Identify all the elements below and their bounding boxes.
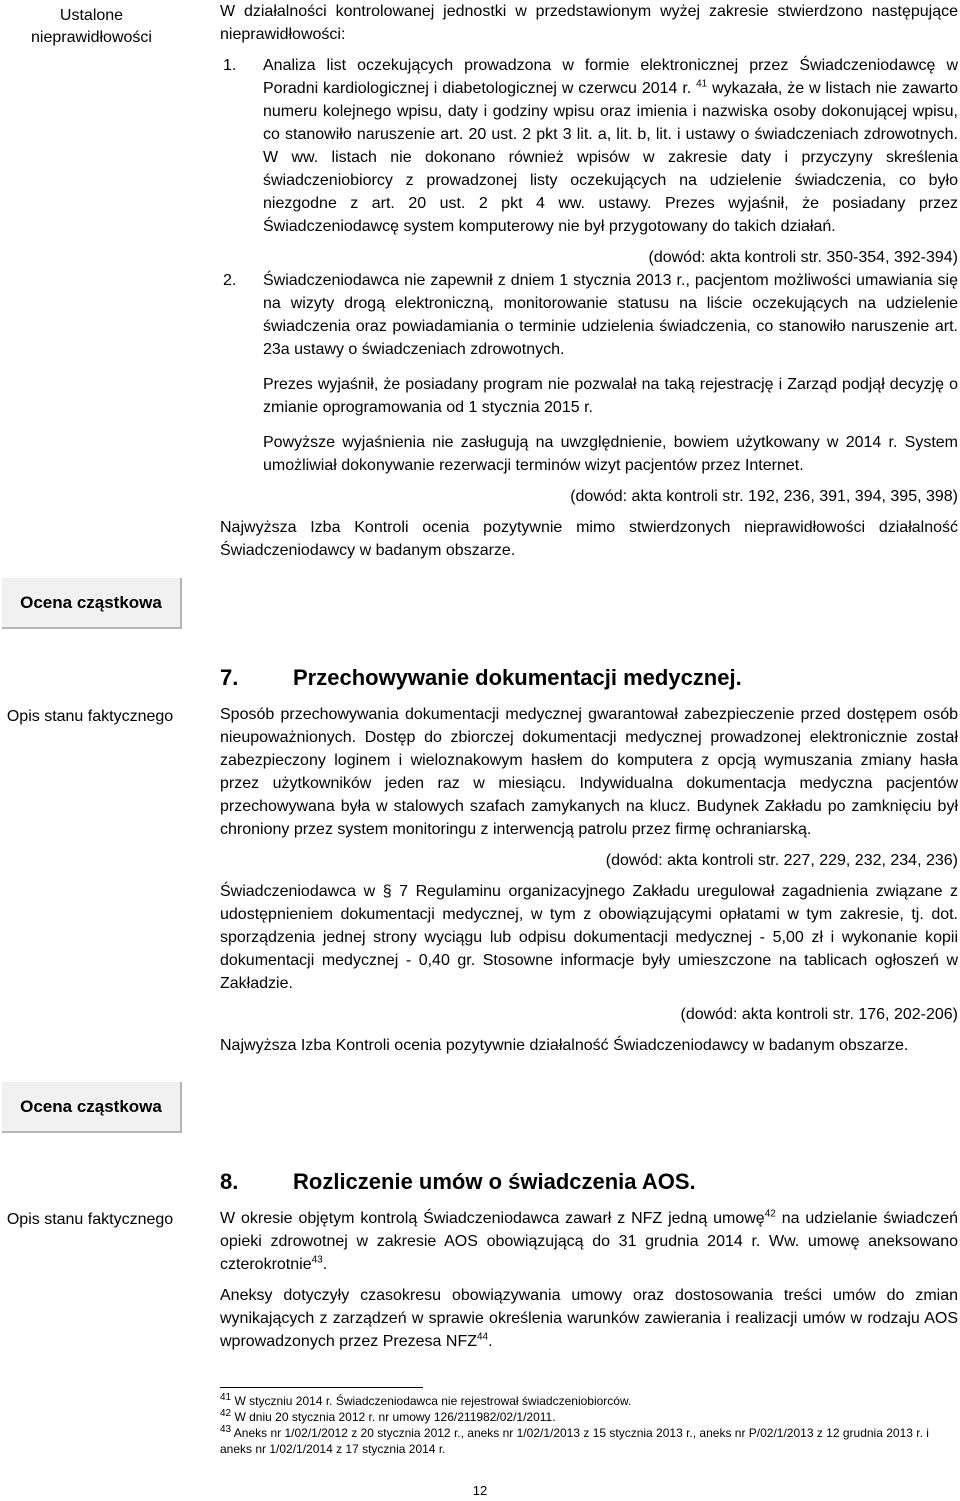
page-number: 12 (472, 1483, 488, 1498)
footnote: $^{43}$ Aneks nr 1/02/1/2012 z 20 stycznia 2012 r., aneks nr 1/02/1/2013 z 15 stycznia 2013 r., aneks nr P/02/1/2013 z 12 grudnia 2013 r. i aneks nr 1/02/1/2014 z 17 stycznia 2014 r. (220, 1424, 929, 1456)
body-paragraph: Aneksy dotyczyły czasokresu obowiązywania umowy oraz dostosowania treści umów do zmian wynikających z zarządzeń w sprawie określenia warunków zawierania i realizacji umów w rodzaju AOS wprowadzonych przez Prezesa NFZ$^{44}$. (220, 1287, 958, 1350)
section-title: Rozliczenie umów o świadczenia AOS. (293, 1169, 696, 1194)
footnote-ref[interactable]: 42 (764, 1208, 776, 1220)
finding-text: Świadczeniodawca nie zapewnił z dniem 1 stycznia 2013 r., pacjentom możliwości umawiania się na wizyty drogą elektroniczną, monitorowanie statusu na liście oczekujących na udzielenie świadczenia oraz powiadamiania o terminie udzielenia świadczenia, co stanowiło naruszenie art. 23a ustawy o świadczeniach zdrowotnych. (263, 272, 958, 358)
footnote-ref[interactable]: 43 (311, 1254, 323, 1266)
section-7-body (220, 703, 958, 1057)
findings-section (220, 0, 958, 562)
explanation-paragraph: Prezes wyjaśnił, że posiadany program nie pozwalał na taką rejestrację i Zarząd podjął decyzję o zmianie oprogramowania od 1 stycznia 2015 r. (263, 376, 958, 416)
evidence-note: (dowód: akta kontroli str. 350-354, 392-394) (648, 249, 958, 266)
section-heading-8 (220, 1168, 958, 1196)
rebuttal-paragraph: Powyższe wyjaśnienia nie zasługują na uwzględnienie, bowiem użytkowany w 2014 r. System umożliwiał dokonywanie rezerwacji terminów wizyt pacjentów przez Internet. (263, 434, 958, 474)
assessment-paragraph: Najwyższa Izba Kontroli ocenia pozytywnie działalność Świadczeniodawcy w badanym obszarze. (220, 1037, 909, 1054)
footnote-separator (220, 1387, 423, 1388)
list-number: 2. (223, 272, 237, 289)
section-number: 8. (220, 1169, 239, 1194)
assessment-paragraph: Najwyższa Izba Kontroli ocenia pozytywnie mimo stwierdzonych nieprawidłowości działalność Świadczeniodawcy w badanym obszarze. (220, 519, 958, 559)
margin-label-facts: Opis stanu faktycznego (6, 1211, 174, 1228)
body-paragraph: W okresie objętym kontrolą Świadczeniodawca zawarł z NFZ jedną umowę$^{42}$ na udzielanie świadczeń opieki zdrowotnej w zakresie AOS obowiązującą do 31 grudnia 2014 r. Ww. umowę aneksowano czterokrotnie$^{43}$. (220, 1208, 959, 1273)
section-heading-7 (220, 664, 958, 692)
findings-intro: W działalności kontrolowanej jednostki w przedstawionym wyżej zakresie stwierdzono następujące nieprawidłowości: (220, 3, 958, 43)
body-paragraph: Sposób przechowywania dokumentacji medycznej gwarantował zabezpieczenie przed dostępem osób nieupoważnionych. Dostęp do zbiorczej dokumentacji medycznej prowadzonej elektronicznie został zabezpieczony loginem i wieloznakowym hasłem do komputera z opcją wymuszania zmiany hasła przez użytkowników jeden raz w miesiącu. Indywidualna dokumentacja medyczna pacjentów przechowywana była w stalowych szafach zamykanych na klucz. Budynek Zakładu po zamknięciu był chroniony przez system monitoringu z interwencją patrolu przez firmę ochraniarską. (220, 706, 958, 838)
section-8-body (220, 1207, 958, 1353)
partial-assessment-box (2, 578, 182, 629)
evidence-note: (dowód: akta kontroli str. 176, 202-206) (680, 1006, 958, 1023)
footnote: $^{42}$ W dniu 20 stycznia 2012 r. nr umowy 126/211982/02/1/2011. (220, 1408, 556, 1424)
margin-label-findings: Ustalone nieprawidłowości (31, 7, 152, 46)
partial-assessment-label: Ocena cząstkowa (20, 592, 162, 612)
finding-item-1 (220, 54, 958, 269)
finding-item-2 (220, 269, 958, 508)
partial-assessment-label: Ocena cząstkowa (20, 1096, 162, 1116)
finding-text: Analiza list oczekujących prowadzona w formie elektronicznej przez Świadczeniodawcę w Poradni kardiologicznej i diabetologicznej w czerwcu 2014 r. $^{41}$ wykazała, że w listach nie zawarto numeru kolejnego wpisu, daty i godziny wpisu oraz imienia i nazwiska osoby dokonującej wpisu, co stanowiło naruszenie art. 20 ust. 2 pkt 3 lit. a, lit. b, lit. i ustawy o świadczeniach zdrowotnych. W ww. listach nie dokonano również wpisów w zakresie daty i przyczyny skreślenia świadczeniobiorcy z prowadzonej listy oczekujących na udzielenie świadczenia, co było niezgodne z art. 20 ust. 2 pkt 4 ww. ustawy. Prezes wyjaśnił, że posiadany przez Świadczeniodawcę system komputerowy nie był przygotowany do takich działań. (263, 57, 958, 235)
footnotes (220, 1393, 958, 1457)
footnote-ref[interactable]: 44 (476, 1331, 489, 1343)
footnote: $^{41}$ W styczniu 2014 r. Świadczeniodawca nie rejestrował świadczeniobiorców. (220, 1392, 632, 1408)
list-number: 1. (223, 57, 237, 74)
footnote-ref[interactable]: 41 (696, 78, 708, 90)
section-number: 7. (220, 665, 239, 690)
evidence-note: (dowód: akta kontroli str. 227, 229, 232, 234, 236) (605, 852, 958, 869)
evidence-note: (dowód: akta kontroli str. 192, 236, 391, 394, 395, 398) (570, 488, 958, 505)
section-title: Przechowywanie dokumentacji medycznej. (293, 665, 742, 690)
margin-label-facts: Opis stanu faktycznego (6, 708, 174, 725)
partial-assessment-box (2, 1082, 182, 1133)
body-paragraph: Świadczeniodawca w § 7 Regulaminu organizacyjnego Zakładu uregulował zagadnienia związane z udostępnieniem dokumentacji medycznej, w tym z obowiązującymi opłatami w tym zakresie, tj. dot. sporządzenia jednej strony wyciągu lub odpisu dokumentacji medycznej - 5,00 zł i wykonanie kopii dokumentacji medycznej - 0,40 gr. Stosowne informacje były umieszczone na tablicach ogłoszeń w Zakładzie. (220, 883, 958, 992)
